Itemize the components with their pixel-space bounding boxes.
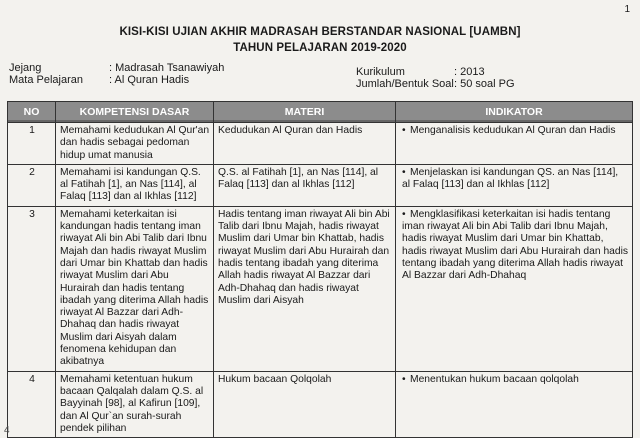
table-row <box>8 206 633 371</box>
indikator-text: Menganalisis kedudukan Al Quran dan Hadis <box>410 125 616 136</box>
cell-indikator <box>396 123 633 165</box>
mapel-value: : Al Quran Hadis <box>109 74 190 86</box>
jenjang-label: Jejang <box>9 62 42 74</box>
table-header-row <box>8 102 633 123</box>
header-kompetensi-dasar: KOMPETENSI DASAR <box>56 102 214 123</box>
indikator-text: Menjelaskan isi kandungan QS. an Nas [114], al Falaq [113] dan al Ikhlas [112] <box>402 166 619 191</box>
table-row <box>8 123 633 165</box>
indikator-text: Menentukan hukum bacaan qolqolah <box>410 373 579 385</box>
cell-materi: Kedudukan Al Quran dan Hadis <box>214 123 396 165</box>
header-materi: MATERI <box>214 102 396 123</box>
document-title: KISI-KISI UJIAN AKHIR MADRASAH BERSTANDAR NASIONAL [UAMBN] <box>119 26 521 38</box>
meta-right <box>356 66 636 96</box>
meta-left <box>9 62 309 92</box>
bullet-icon: • <box>402 208 406 220</box>
jenjang-value: : Madrasah Tsanawiyah <box>109 62 225 74</box>
header-no: NO <box>8 102 56 123</box>
kurikulum-value: : 2013 <box>454 66 485 78</box>
bullet-icon: • <box>402 166 406 178</box>
cell-indikator <box>396 371 633 437</box>
cell-materi: Q.S. al Fatihah [1], an Nas [114], al Falaq [113] dan al Ikhlas [112] <box>214 164 396 206</box>
cell-no: 1 <box>8 123 56 165</box>
header-indikator: INDIKATOR <box>396 102 633 123</box>
page-number: 1 <box>624 4 630 15</box>
cell-kompetensi-dasar: Memahami ketentuan hukum bacaan Qalqalah dalam Q.S. al Bayyinah [98], al Kafirun [109], dan Al Qur`an surah-surah pendek pilihan <box>56 371 214 437</box>
cell-no: 4 <box>8 371 56 437</box>
table-row <box>8 164 633 206</box>
handwritten-mark: 4 <box>4 425 10 436</box>
mapel-label: Mata Pelajaran <box>9 74 83 86</box>
bullet-icon: • <box>402 125 406 136</box>
jumlah-label: Jumlah/Bentuk Soal <box>356 78 454 90</box>
cell-indikator <box>396 164 633 206</box>
document-subtitle: TAHUN PELAJARAN 2019-2020 <box>233 42 407 54</box>
cell-no: 2 <box>8 164 56 206</box>
kisi-kisi-table <box>7 101 633 438</box>
cell-kompetensi-dasar: Memahami keterkaitan isi kandungan hadis tentang iman riwayat Ali bin Abi Talib dari Ibnu Majah dan hadis riwayat Muslim dari Umar bin Khattab dan hadis riwayat Muslim dari Abu Hurairah dan hadis tentang ibadah yang diterima Allah hadis riwayat Al Bazzar dari Adh-Dhahaq dan hadis riwayat Muslim dari Aisyah dalam fenomena kehidupan dan akibatnya <box>56 206 214 371</box>
cell-indikator <box>396 206 633 371</box>
indikator-text: Mengklasifikasi keterkaitan isi hadis tentang iman riwayat Ali bin Abi Talib dari Ibnu Majah, hadis riwayat Muslim dari Umar bin Khattab, hadis riwayat Muslim dari Abu Hurairah dan hadis tentang ibadah yang diterima Allah hadis riwayat Al Bazzar dari Adh-Dhahaq <box>402 208 629 282</box>
jumlah-value: : 50 soal PG <box>454 78 515 90</box>
cell-kompetensi-dasar: Memahami isi kandungan Q.S. al Fatihah [1], an Nas [114], al Falaq [113] dan al Ikhlas [112] <box>56 164 214 206</box>
bullet-icon: • <box>402 373 406 385</box>
table-row <box>8 371 633 437</box>
cell-no: 3 <box>8 206 56 371</box>
kurikulum-label: Kurikulum <box>356 66 405 78</box>
cell-kompetensi-dasar: Memahami kedudukan Al Qur'an dan hadis sebagai pedoman hidup umat manusia <box>56 123 214 165</box>
cell-materi: Hukum bacaan Qolqolah <box>214 371 396 437</box>
cell-materi: Hadis tentang iman riwayat Ali bin Abi Talib dari Ibnu Majah, hadis riwayat Muslim dari Umar bin Khattab, hadis riwayat Muslim dari Abu Hurairah dan hadis tentang ibadah yang diterima Allah hadis riwayat Al Bazzar dari Adh-Dhahaq dan hadis riwayat Muslim dari Aisyah <box>214 206 396 371</box>
